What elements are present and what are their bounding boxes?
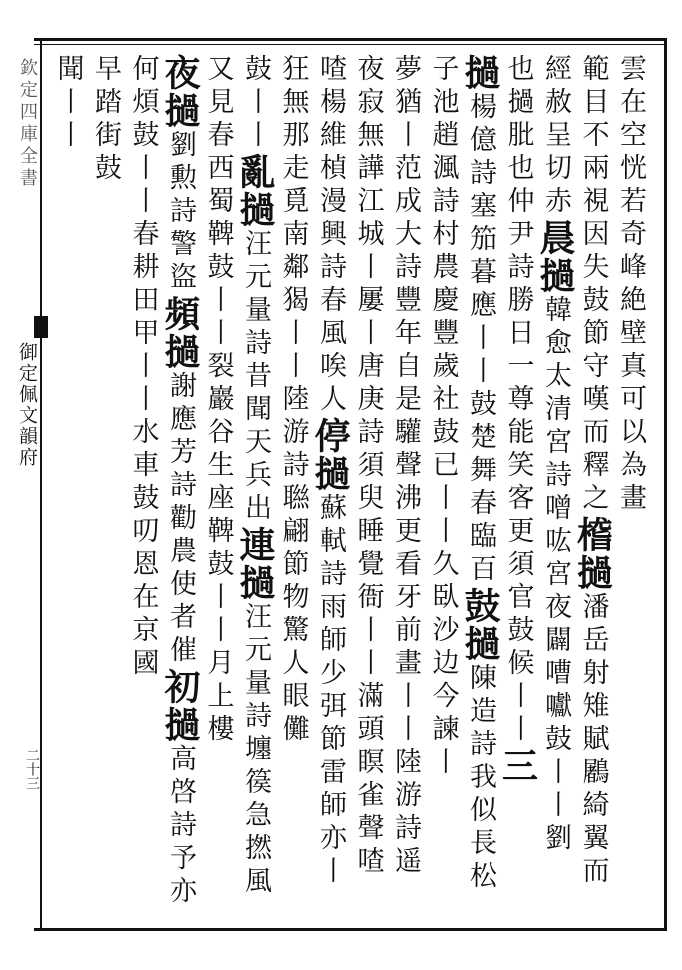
text-column xyxy=(459,54,501,894)
headword: 初撾 xyxy=(159,668,201,744)
text-column xyxy=(534,54,576,856)
text-segment: 劉 xyxy=(540,823,571,856)
top-border-rule xyxy=(34,38,664,41)
headword: 頻撾 xyxy=(159,295,201,371)
text-segment: 汪元量詩㙻篌急撚風 xyxy=(240,602,271,899)
text-segment: 潘岳射雉賦鷵綺翼而 xyxy=(577,592,609,889)
text-segment: 高啓詩予亦 xyxy=(165,744,196,909)
text-column xyxy=(51,54,85,153)
headword: 㮷撾 xyxy=(571,516,614,592)
text-column xyxy=(126,54,160,681)
headword: 亂撾 xyxy=(234,153,276,229)
margin-divider-rule xyxy=(40,38,42,931)
headword: 晨撾 xyxy=(534,219,576,295)
text-segment: 陳造詩我似長松 xyxy=(465,663,496,894)
text-column xyxy=(201,54,235,747)
headword: 撾 xyxy=(459,54,501,92)
text-column xyxy=(388,54,422,879)
text-segment: 生座鞞鼓丨丨月上樓 xyxy=(202,450,234,747)
headword: 連撾 xyxy=(234,526,276,602)
text-segment: 經赦呈切赤 xyxy=(540,54,571,219)
text-segment: 雲在空恍若奇峰絶壁真可以為畫 xyxy=(615,54,646,516)
text-segment: 陸游詩聮翩節物驚人眼儺 xyxy=(277,384,309,747)
text-segment: 韓愈太清宮詩噌吰宮夜闢嘈囐鼓 xyxy=(540,295,571,757)
text-column xyxy=(234,54,276,899)
right-border-rule xyxy=(664,38,667,931)
text-segment: 謝應芳詩勸農使者催 xyxy=(165,371,196,668)
headword: 三 xyxy=(496,747,539,785)
book-title: 御定佩文韻府 xyxy=(16,342,38,468)
text-segment: 又見春 xyxy=(202,54,234,153)
text-column xyxy=(276,54,310,747)
text-column xyxy=(426,54,460,780)
bottom-border-rule xyxy=(34,928,664,931)
text-segment: 也撾肶也 xyxy=(502,54,534,186)
text-segment: 久臥沙边今諫丨 xyxy=(427,549,459,780)
page-number: 二十三 xyxy=(24,748,40,790)
top-inner-rule xyxy=(34,44,664,45)
text-column xyxy=(159,54,201,909)
text-segment: 子池趙渢詩村農慶豐歲社鼓已丨丨 xyxy=(427,54,459,549)
text-column xyxy=(496,54,539,785)
headword: 鼓撾 xyxy=(459,587,501,663)
text-segment: 夢猶丨范成大詩豐年自是驩聲沸更看牙前畫丨丨陸游詩遥 xyxy=(390,54,421,879)
text-column xyxy=(613,54,647,516)
text-segment: 狂無那走覓南鄰猲丨丨 xyxy=(277,54,309,384)
text-segment: 劉勲詩警盜 xyxy=(165,130,196,295)
margin-black-tab xyxy=(34,316,48,338)
text-segment: 喳楊維楨漫興詩春風唉人 xyxy=(315,54,346,417)
headword: 夜撾 xyxy=(159,54,201,130)
text-column xyxy=(351,54,385,879)
text-segment: 聞丨丨 xyxy=(52,54,84,153)
text-segment: 丨丨 xyxy=(502,681,534,747)
text-segment: 範目不兩視因失鼓節守嘆而釋之 xyxy=(577,54,609,516)
text-segment: 鼓丨丨 xyxy=(240,54,271,153)
text-segment: 丨丨 xyxy=(540,757,571,823)
headword: 停撾 xyxy=(309,417,351,493)
text-column xyxy=(309,54,351,889)
text-column xyxy=(571,54,614,889)
text-segment: 春耕田甲丨丨水車鼓 xyxy=(127,219,159,516)
text-segment: 仲尹詩勝日一尊能笑客更須官鼓候 xyxy=(502,186,534,681)
text-segment: 西蜀鞞鼓丨丨裂巖谷 xyxy=(202,153,234,450)
text-segment: 汪元量詩昔聞天兵出 xyxy=(240,229,271,526)
text-column xyxy=(88,54,122,186)
header-top: 欽定四庫全書 xyxy=(17,58,38,190)
text-segment: 楊億詩塞笳暮應丨丨鼓楚舞春臨百 xyxy=(465,92,496,587)
text-segment: 夜寂無譁江城丨屢丨唐庚詩須臾睡覺衙丨丨滿頭瞑雀聲喳 xyxy=(352,54,384,879)
text-segment: 叨恩在京國 xyxy=(127,516,159,681)
text-segment: 何煩鼓丨丨 xyxy=(127,54,159,219)
text-segment: 蘇軾詩雨師少弭節雷師亦丨 xyxy=(315,493,346,889)
text-segment: 早踏街鼓 xyxy=(90,54,121,186)
